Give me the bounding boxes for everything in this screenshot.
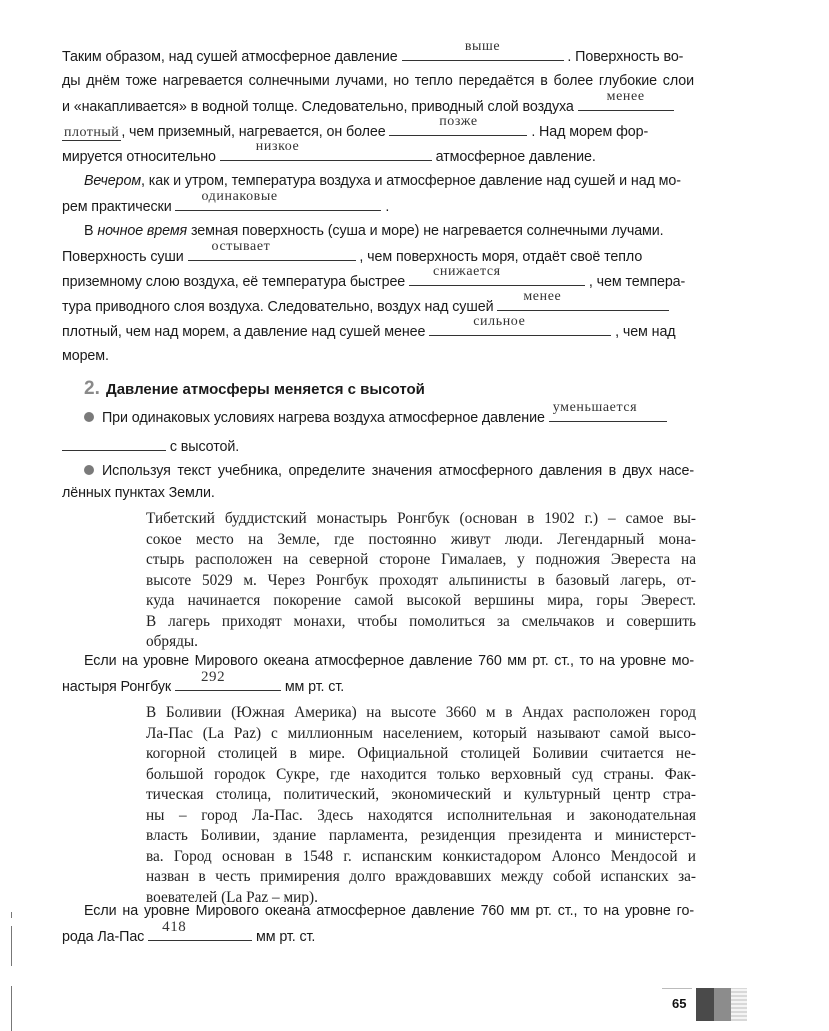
page-tab-mid [714,988,731,1021]
answer-blank-rongbuk-pressure[interactable]: 292 [175,676,281,691]
section-heading [84,378,425,400]
answer-inline-dense[interactable]: плотный [64,125,120,140]
text-line: плотный , чем приземный, нагревается, он более позже . Над морем фор- [64,114,649,140]
answer-blank-land-cools[interactable]: остывает [188,246,356,261]
text-line: Таким образом, над сушей атмосферное давление выше . Поверхность во- [62,39,684,65]
text-line: Вечером, как и утром, температура воздуха и атмосферное давление над сушей и над мо- [84,173,681,189]
scan-edge-line [11,986,12,1031]
section-number: 2. [84,378,100,399]
text-line: тура приводного слоя воздуха. Следовательно, воздух над сушей менее [62,296,694,317]
page-tab-rule [662,988,692,989]
text-line: Если на уровне Мирового океана атмосферное давление 760 мм рт. ст., то на уровне мо- [84,653,694,669]
answer-blank-lapaz-pressure[interactable]: 418 [148,926,252,941]
text-line: рем практически одинаковые . [62,189,390,215]
scan-edge-line [11,926,12,966]
answer-blank-temp-drops[interactable]: снижается [409,271,585,286]
text-line: плотный, чем над морем, а давление над сушей менее сильное , чем над [62,314,676,340]
bullet-icon [84,465,94,475]
answer-blank-continuation[interactable] [62,436,166,451]
text-line: настыря Ронгбук 292 мм рт. ст. [62,669,345,695]
answer-blank-land-air-density[interactable]: менее [497,296,669,311]
page-tab-dark [696,988,714,1021]
text-line: и «накапливается» в водной толще. Следовательно, приводный слой воздуха менее [62,96,694,117]
answer-blank-land-pressure[interactable]: сильное [429,321,611,336]
section-title: Давление атмосферы меняется с высотой [106,381,425,398]
lapaz-text-block: В Боливии (Южная Америка) на высоте 3660 м в Андах расположен город Ла-Пас (La Paz) с миллионным населением, который называют самой высо- когорной столицей в мире. Официальной столицей Боливии считается не- большой городок Сукре, где находится только верховный суд страны. Фак- тическая столица, политический, экономический и культурный центр стра- ны – город Ла-Пас. Здесь находятся исполнительная и законодательная власть Боливии, здание парламента, резиденция президента и министерст- ва. Город основан в 1548 г. испанским конкистадором Алонсо Мендосой и назван в честь примирения долго враждовавших между собой испанских за- воевателей (La Paz – мир). [146,704,696,906]
answer-blank-pressure-land[interactable]: выше [402,46,564,61]
text-line: Используя текст учебника, определите значения атмосферного давления в двух насе- [84,461,694,481]
rongbuk-text-block: Тибетский буддистский монастырь Ронгбук (основан в 1902 г.) – самое вы- сокое место на Земле, где постоянно живут люди. Легендарный мона- стырь расположен на северной стороне Гималаев, у подножия Эвереста на высоте 5029 м. Через Ронгбук проходят альпинисты в базовый лагерь, от- куда начинается покорение самой высокой вершины мира, горы Эверест. В лагерь приходят монахи, чтобы помолиться за смельчаков и совершить обряды. [146,510,696,650]
text-line: с высотой. [62,436,694,457]
text-line: лённых пунктах Земли. [62,485,215,501]
text-line: рода Ла-Пас 418 мм рт. ст. [62,919,316,945]
text-line: Если на уровне Мирового океана атмосферное давление 760 мм рт. ст., то на уровне го- [84,903,694,919]
text-line: Поверхность суши остывает , чем поверхность моря, отдаёт своё тепло [62,239,643,265]
text-line: приземному слою воздуха, её температура быстрее снижается , чем темпера- [62,264,686,290]
answer-blank-sea-pressure[interactable]: низкое [220,146,432,161]
text-line: При одинаковых условиях нагрева воздуха атмосферное давление уменьшается [84,407,694,428]
text-line: морем. [62,348,109,364]
text-line: В ночное время земная поверхность (суша и море) не нагревается солнечными лучами. [84,223,664,239]
answer-blank-heats-later[interactable]: позже [389,121,527,136]
answer-blank-water-air-density[interactable]: менее [578,96,674,111]
answer-blank-evening[interactable]: одинаковые [175,196,381,211]
page-tab-light [731,988,747,1021]
text-line: мируется относительно низкое атмосферное давление. [62,139,596,165]
text-line: ды днём тоже нагревается солнечными лучами, но тепло передаётся в более глубокие слои [62,73,694,89]
bullet-icon [84,412,94,422]
scan-edge-line [11,912,12,918]
answer-blank-pressure-altitude[interactable]: уменьшается [549,407,667,422]
page-number: 65 [672,996,687,1011]
